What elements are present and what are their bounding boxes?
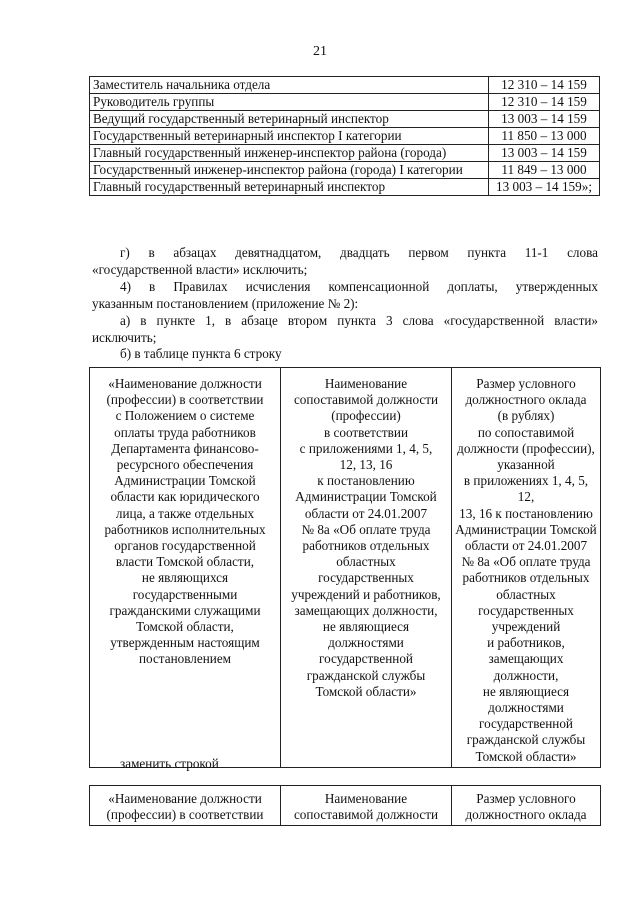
paragraph-g-line2: «государственной власти» исключить; (92, 262, 308, 277)
paragraph-4-line2: указанным постановлением (приложение № 2): (92, 296, 359, 311)
old-row-table (89, 367, 601, 768)
salary-range: 12 310 – 14 159 (489, 77, 600, 94)
salary-range: 11 850 – 13 000 (489, 128, 600, 145)
paragraph-a-line2: исключить; (92, 330, 157, 345)
old-row-col2: Наименование сопоставимой должности (профессии) в соответствии с приложениями 1, 4, 5, 12, 13, 16 к постановлению Администрации Томской области от 24.01.2007 № 8а «Об оплате труда работников отдельных областных государственных учреждений и работников, замещающих должности, не являющиеся должностями государственной гражданской службы Томской области» (281, 368, 452, 768)
table-row (90, 77, 600, 94)
new-row-col2: Наименование сопоставимой должности (281, 786, 452, 826)
paragraph-a (92, 312, 598, 346)
position-title: Государственный инженер-инспектор района (города) I категории (90, 162, 489, 179)
position-title: Заместитель начальника отдела (90, 77, 489, 94)
paragraph-g (92, 244, 598, 278)
table-row (90, 128, 600, 145)
new-row-col3: Размер условного должностного оклада (452, 786, 601, 826)
table-row (90, 162, 600, 179)
salary-range: 13 003 – 14 159 (489, 111, 600, 128)
salary-range: 12 310 – 14 159 (489, 94, 600, 111)
table-row (90, 94, 600, 111)
paragraph-4 (92, 278, 598, 312)
new-row-table (89, 785, 601, 826)
paragraph-g-line1: г) в абзацах девятнадцатом, двадцать первом пункта 11-1 слова (120, 245, 598, 260)
table-row (90, 179, 600, 196)
salary-range: 13 003 – 14 159»; (489, 179, 600, 196)
replace-with-text: заменить строкой (120, 756, 219, 771)
paragraph-b (92, 345, 598, 362)
old-row-col1: «Наименование должности (профессии) в соответствии с Положением о системе оплаты труда работников Департамента финансово- ресурсного обеспечения Администрации Томской области как юридического лица, а также отдельных работников исполнительных органов государственной власти Томской области, не являющихся государственными гражданскими служащими Томской области, утвержденным настоящим постановлением (90, 368, 281, 768)
salary-range: 13 003 – 14 159 (489, 145, 600, 162)
position-title: Главный государственный инженер-инспектор района (города) (90, 145, 489, 162)
position-title: Ведущий государственный ветеринарный инспектор (90, 111, 489, 128)
replace-with-paragraph (92, 755, 598, 772)
position-title: Руководитель группы (90, 94, 489, 111)
salary-range: 11 849 – 13 000 (489, 162, 600, 179)
paragraph-4-line1: 4) в Правилах исчисления компенсационной доплаты, утвержденных (120, 279, 598, 294)
page-number: 21 (313, 44, 327, 59)
paragraph-a-line1: а) в пункте 1, в абзаце втором пункта 3 слова «государственной власти» (120, 313, 598, 328)
paragraph-b-line: б) в таблице пункта 6 строку (120, 346, 282, 361)
position-title: Государственный ветеринарный инспектор I категории (90, 128, 489, 145)
old-row-col3: Размер условного должностного оклада (в рублях) по сопоставимой должности (профессии), указанной в приложениях 1, 4, 5, 12, 13, 16 к постановлению Администрации Томской области от 24.01.2007 № 8а «Об оплате труда работников отдельных областных государственных учреждений и работников, замещающих должности, не являющиеся должностями государственной гражданской службы Томской области» (452, 368, 601, 768)
positions-salary-table (89, 76, 600, 196)
table-row (90, 145, 600, 162)
position-title: Главный государственный ветеринарный инспектор (90, 179, 489, 196)
table-row (90, 111, 600, 128)
new-row-col1: «Наименование должности (профессии) в соответствии (90, 786, 281, 826)
